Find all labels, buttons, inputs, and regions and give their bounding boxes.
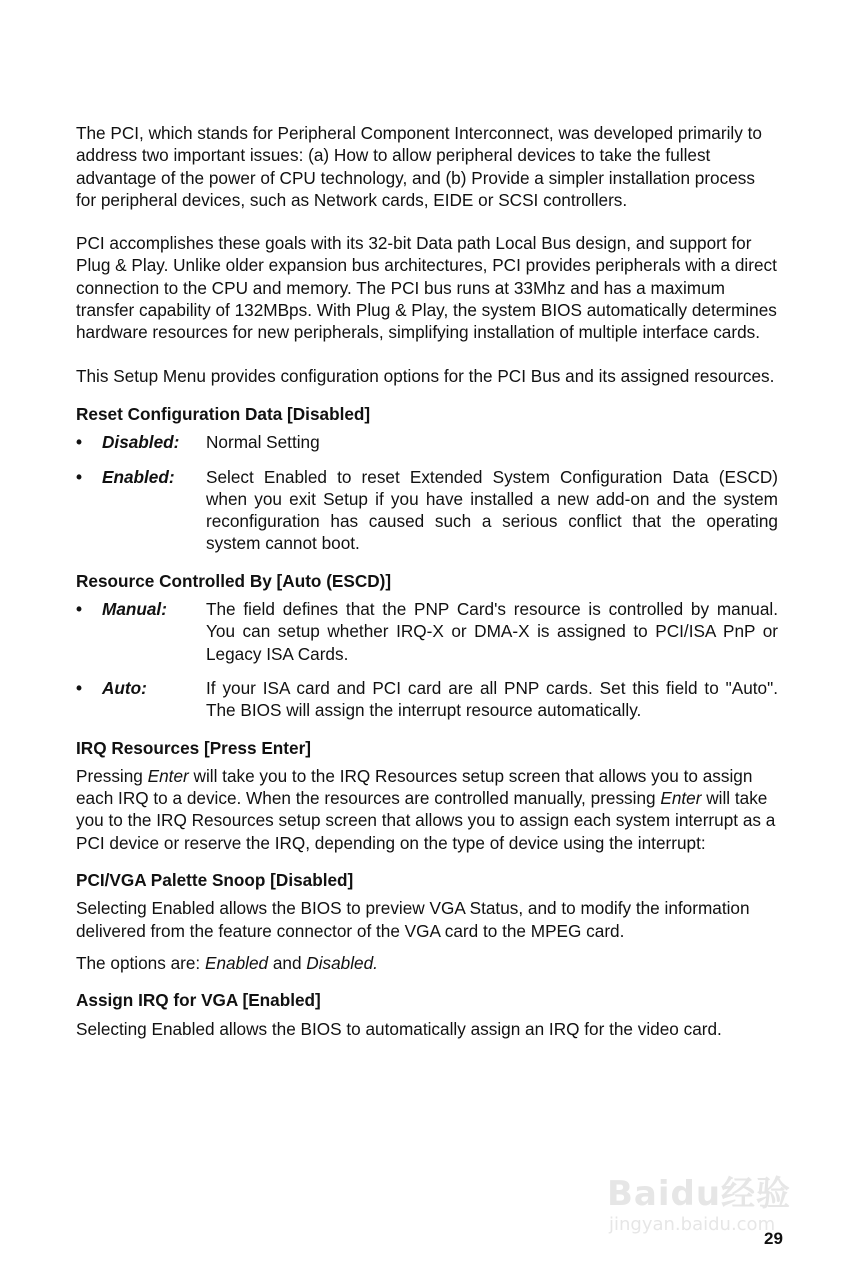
- page-number: 29: [764, 1229, 783, 1248]
- option-term: Manual:: [102, 599, 167, 620]
- bullet-icon: •: [76, 466, 83, 487]
- option-description: Select Enabled to reset Extended System Configuration Data (ESCD) when you exit Setup if you have installed a new add-on and the system reconfiguration has caused such a serious conflict that the operating system cannot boot.: [206, 466, 778, 554]
- watermark-url: jingyan.baidu.com: [609, 1214, 776, 1235]
- enter-key-text: Enter: [147, 765, 189, 786]
- list-item: [76, 466, 778, 555]
- irq-resources-heading: IRQ Resources [Press Enter]: [76, 737, 311, 758]
- list-item: [76, 677, 778, 722]
- assign-irq-heading: Assign IRQ for VGA [Enabled]: [76, 990, 321, 1011]
- enter-key-text: Enter: [660, 788, 702, 809]
- intro-paragraph-2: PCI accomplishes these goals with its 32-bit Data path Local Bus design, and support for Plug & Play. Unlike older expansion bus architectures, PCI provides peripherals with a direct connection to the CPU and memory. The PCI bus runs at 33Mhz and has a maximum transfer capability of 132MBps. With Plug & Play, the system BIOS automatically determines hardware resources for new peripherals, simplifying installation of multiple interface cards.: [76, 233, 777, 343]
- option-description: The field defines that the PNP Card's resource is controlled by manual. You can setup whether IRQ-X or DMA-X is assigned to PCI/ISA PnP or Legacy ISA Cards.: [206, 599, 778, 664]
- reset-config-heading: Reset Configuration Data [Disabled]: [76, 403, 371, 424]
- vga-snoop-options: The options are: Enabled and Disabled.: [76, 952, 378, 973]
- option-term: Enabled:: [102, 466, 175, 487]
- list-item: [76, 598, 778, 665]
- vga-snoop-heading: PCI/VGA Palette Snoop [Disabled]: [76, 870, 354, 891]
- bullet-icon: •: [76, 599, 83, 620]
- watermark-logo-text: Baidu经验: [607, 1174, 792, 1214]
- vga-snoop-paragraph: Selecting Enabled allows the BIOS to preview VGA Status, and to modify the information delivered from the feature connector of the VGA card to the MPEG card.: [76, 898, 750, 941]
- option-description: Normal Setting: [206, 432, 320, 453]
- bullet-icon: •: [76, 677, 83, 698]
- irq-resources-paragraph: Pressing Enter will take you to the IRQ Resources setup screen that allows you to assign each IRQ to a device. When the resources are controlled manually, pressing Enter will take you to the IRQ Resources setup screen that allows you to assign each system interrupt as a PCI device or reserve the IRQ, depending on the type of device using the interrupt:: [76, 765, 776, 853]
- document-body: [76, 122, 778, 1040]
- list-item: [76, 431, 778, 453]
- option-term: Disabled:: [102, 432, 180, 453]
- intro-paragraph-1: The PCI, which stands for Peripheral Component Interconnect, was developed primarily to address two important issues: (a) How to allow peripheral devices to take the fullest advantage of the power of CPU technology, and (b) Provide a simpler installation process for peripheral devices, such as Network cards, EIDE or SCSI controllers.: [76, 123, 762, 210]
- intro-paragraph-3: This Setup Menu provides configuration options for the PCI Bus and its assigned resources.: [76, 365, 775, 386]
- resource-controlled-heading: Resource Controlled By [Auto (ESCD)]: [76, 570, 392, 591]
- option-description: If your ISA card and PCI card are all PNP cards. Set this field to "Auto". The BIOS will assign the interrupt resource automatically.: [206, 677, 778, 721]
- assign-irq-paragraph: Selecting Enabled allows the BIOS to automatically assign an IRQ for the video card.: [76, 1018, 722, 1039]
- option-term: Auto:: [102, 677, 147, 698]
- bullet-icon: •: [76, 432, 83, 453]
